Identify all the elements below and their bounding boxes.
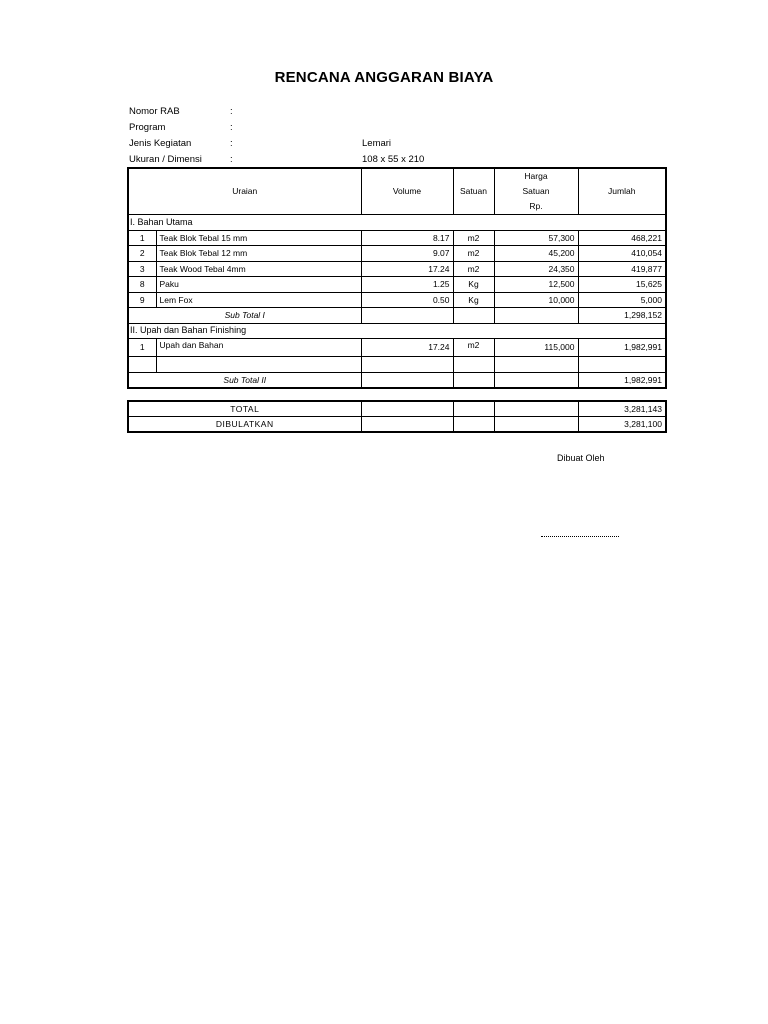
meta-label: Program	[129, 122, 166, 133]
rounded-value: 3,281,100	[578, 417, 666, 433]
row-no: 1	[128, 339, 156, 357]
row-price: 10,000	[494, 292, 578, 308]
rounded-row	[128, 417, 666, 433]
meta-label: Nomor RAB	[129, 106, 180, 117]
meta-value: 108 x 55 x 210	[362, 154, 425, 165]
row-total: 468,221	[578, 230, 666, 246]
meta-label: Ukuran / Dimensi	[129, 154, 202, 165]
meta-colon: :	[230, 122, 233, 133]
table-row	[128, 246, 666, 262]
row-no: 1	[128, 230, 156, 246]
meta-colon: :	[230, 154, 233, 165]
subtotal-row	[128, 372, 666, 388]
row-volume: 8.17	[361, 230, 453, 246]
section-title: II. Upah dan Bahan Finishing	[128, 323, 361, 339]
subtotal-value: 1,982,991	[578, 372, 666, 388]
row-unit: m2	[453, 261, 494, 277]
meta-value: Lemari	[362, 138, 392, 149]
signature-line	[541, 528, 619, 537]
row-desc: Paku	[156, 277, 361, 293]
meta-colon: :	[230, 138, 233, 149]
row-no: 2	[128, 246, 156, 262]
section-title-row	[128, 323, 666, 339]
row-unit: m2	[453, 230, 494, 246]
total-label: TOTAL	[128, 401, 361, 417]
header-harga-line: Rp.	[529, 201, 543, 211]
row-volume: 17.24	[361, 339, 453, 357]
table-header-row	[128, 168, 666, 215]
table-row	[128, 261, 666, 277]
row-price: 45,200	[494, 246, 578, 262]
totals-table	[127, 400, 667, 433]
header-satuan: Satuan	[453, 168, 494, 215]
header-harga-line: Harga	[524, 171, 548, 181]
table-row	[128, 292, 666, 308]
row-volume: 17.24	[361, 261, 453, 277]
subtotal-row	[128, 308, 666, 324]
row-price: 24,350	[494, 261, 578, 277]
row-desc: Lem Fox	[156, 292, 361, 308]
meta-label: Jenis Kegiatan	[129, 138, 192, 149]
row-total: 1,982,991	[578, 339, 666, 357]
row-price: 57,300	[494, 230, 578, 246]
row-unit: Kg	[453, 292, 494, 308]
total-row	[128, 401, 666, 417]
row-desc: Teak Blok Tebal 12 mm	[156, 246, 361, 262]
table-row	[128, 277, 666, 293]
row-total: 5,000	[578, 292, 666, 308]
page-title: RENCANA ANGGARAN BIAYA	[274, 69, 494, 86]
row-desc: Teak Blok Tebal 15 mm	[156, 230, 361, 246]
subtotal-value: 1,298,152	[578, 308, 666, 324]
row-no: 3	[128, 261, 156, 277]
row-total: 15,625	[578, 277, 666, 293]
row-no: 8	[128, 277, 156, 293]
header-harga	[494, 168, 578, 215]
empty-row	[128, 357, 666, 373]
row-total: 419,877	[578, 261, 666, 277]
row-price: 115,000	[494, 339, 578, 357]
row-unit: m2	[453, 339, 494, 357]
total-value: 3,281,143	[578, 401, 666, 417]
row-desc: Teak Wood Tebal 4mm	[156, 261, 361, 277]
row-volume: 9.07	[361, 246, 453, 262]
rounded-label: DIBULATKAN	[128, 417, 361, 433]
table-row	[128, 230, 666, 246]
row-unit: Kg	[453, 277, 494, 293]
budget-table	[127, 167, 667, 389]
row-volume: 1.25	[361, 277, 453, 293]
row-desc: Upah dan Bahan	[156, 339, 361, 357]
subtotal-label: Sub Total I	[128, 308, 361, 324]
header-harga-line: Satuan	[522, 186, 550, 196]
row-unit: m2	[453, 246, 494, 262]
table-row	[128, 339, 666, 357]
header-jumlah: Jumlah	[578, 168, 666, 215]
section-title: I. Bahan Utama	[128, 215, 361, 231]
row-volume: 0.50	[361, 292, 453, 308]
header-volume: Volume	[361, 168, 453, 215]
row-total: 410,054	[578, 246, 666, 262]
signature-label: Dibuat Oleh	[557, 453, 605, 463]
meta-colon: :	[230, 106, 233, 117]
subtotal-label: Sub Total II	[128, 372, 361, 388]
row-no: 9	[128, 292, 156, 308]
header-uraian: Uraian	[128, 168, 361, 215]
row-price: 12,500	[494, 277, 578, 293]
section-title-row	[128, 215, 666, 231]
